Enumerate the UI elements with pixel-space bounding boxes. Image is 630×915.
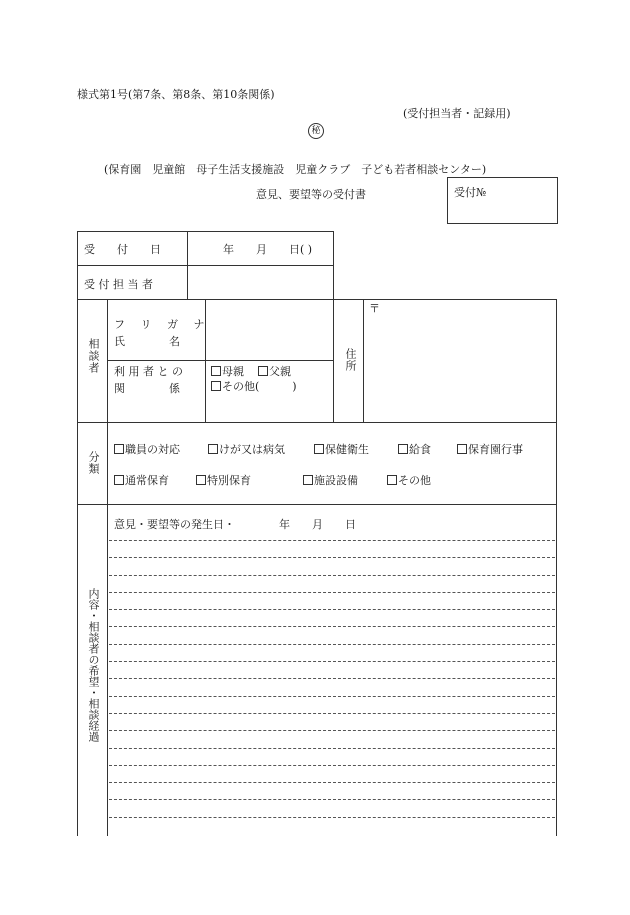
writing-line [109,678,555,679]
reception-staff-label: 受 付 担 当 者 [84,278,153,291]
facility-list: (保育園 児童館 母子生活支援施設 児童クラブ 子ども若者相談センター) [104,163,487,176]
relation-label: 利 用 者 と の [114,365,183,378]
page-title: 意見、要望等の受付書 [256,188,366,201]
writing-line [109,661,555,662]
occurrence-date: 意見・要望等の発生日・ 年 月 日 [114,518,356,531]
checkbox-icon [196,475,206,485]
checkbox-icon [114,475,124,485]
writing-line [109,765,555,766]
checkbox-icon [457,444,467,454]
checkbox-icon [258,366,268,376]
category-label: 特別保育 [207,474,251,487]
category-special-care[interactable] [196,472,251,488]
category-label: 保健衛生 [325,443,369,456]
checkbox-icon [211,366,221,376]
writing-line [109,748,555,749]
secret-stamp-icon: 秘 [308,123,324,139]
checkbox-icon [314,444,324,454]
address-label: 住所 [344,348,357,372]
reception-date-label: 受 付 日 [84,243,161,256]
category-regular-care[interactable] [114,472,169,488]
relation-label-2: 関 係 [114,382,180,395]
name-label: 氏 名 [114,335,180,348]
category-injury-illness[interactable] [208,441,285,457]
category-label: けが又は病気 [219,443,285,456]
category-events[interactable] [457,441,523,457]
form-number: 様式第1号(第7条、第8条、第10条関係) [77,88,275,101]
writing-line [109,609,555,610]
classification-divider [77,504,557,505]
category-label: 給食 [409,443,431,456]
category-label: 通常保育 [125,474,169,487]
category-meals[interactable] [398,441,431,457]
relation-option-father[interactable] [258,363,291,379]
writing-line [109,696,555,697]
checkbox-icon [387,475,397,485]
category-staff-response[interactable] [114,441,180,457]
address-field[interactable] [365,313,555,420]
name-field[interactable] [207,301,332,359]
relation-option-label: 父親 [269,365,291,378]
relation-option-label: 母親 [222,365,244,378]
writing-line [109,799,555,800]
reception-number-label: 受付№ [454,186,487,199]
category-label: 施設設備 [314,474,358,487]
category-label: 職員の対応 [125,443,180,456]
writing-line [109,730,555,731]
consultant-section-label: 相談者 [87,338,100,374]
writing-line [109,540,555,541]
furigana-label: フ リ ガ ナ [114,318,211,331]
writing-line [109,575,555,576]
category-facilities[interactable] [303,472,358,488]
checkbox-icon [303,475,313,485]
writing-line [109,557,555,558]
writing-line [109,592,555,593]
classification-section-label: 分類 [87,451,100,475]
relation-option-other[interactable] [211,378,297,394]
usage-note: (受付担当者・記録用) [403,107,511,120]
checkbox-icon [114,444,124,454]
checkbox-icon [398,444,408,454]
category-other[interactable] [387,472,431,488]
writing-line [109,782,555,783]
reception-staff-field[interactable] [189,267,332,297]
relation-option-mother[interactable] [211,363,244,379]
reception-number-box[interactable] [447,177,558,224]
category-hygiene[interactable] [314,441,369,457]
content-section-label: 内容・相談者の希望・相談経過 [87,588,100,742]
writing-line [109,713,555,714]
writing-line [109,644,555,645]
category-label: その他 [398,474,431,487]
reception-date-field[interactable]: 年 月 日( ) [223,243,313,256]
checkbox-icon [211,381,221,391]
category-label: 保育園行事 [468,443,523,456]
postal-mark-icon: 〒 [369,302,380,315]
checkbox-icon [208,444,218,454]
relation-option-label: その他( ) [222,380,297,393]
writing-line [109,817,555,818]
writing-line [109,626,555,627]
